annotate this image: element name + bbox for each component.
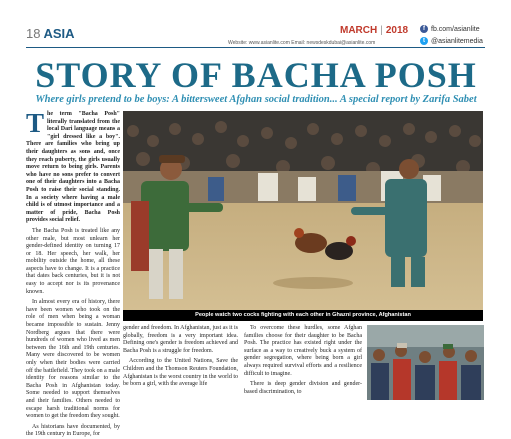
article-paragraph: To overcome these hurdles, some Afghan families choose for their daughter to be Bacha Posh. The practice has existed right under the surface as a way to creatively buck a system of gender segregation, where being born a girl always required survival efforts and a resilience difficult to imagine. xyxy=(244,325,362,377)
social-link-facebook[interactable] xyxy=(420,24,483,36)
photo-caption: People watch two cocks fighting with each other in Ghazni province, Afghanistan xyxy=(123,310,483,321)
section-name: ASIA xyxy=(43,26,75,41)
issue-month: MARCH xyxy=(340,25,378,36)
drop-cap: T xyxy=(26,108,45,138)
social-links xyxy=(420,24,483,48)
article-paragraph: gender and freedom. In Afghanistan, just as it is globally, freedom is a very important idea. Defining one's gender is freedom achieved and Bacha Posh is a struggle for freedom. xyxy=(123,325,238,354)
headline: STORY OF BACHA POSH xyxy=(35,55,477,95)
article-paragraph: In almost every era of history, there have been women who took on the role of men when being a woman became impossible to sustain. Jenny Nordberg argues that there were hundreds of women who lived as men between the 16th and 19th centuries. Many were discovered to be women only when their bodies were carried off the battlefield. They took on a male identity for reasons similar to the Bacha Posh in Afghanistan today. Some needed to support themselves and their families. Others needed to escape harsh traditional norms for women to get the freedom they sought. xyxy=(26,299,120,420)
twitter-handle: @asianlitemedia xyxy=(431,38,483,45)
article-paragraph: According to the United Nations, Save the Children and the Thomson Reuters Foundation, Afghanistan is the worst country in the world to be born a girl, with the average life xyxy=(123,358,238,388)
article-paragraph: The Bacha Posh is treated like any other male, but most unlearn her gender-defined identity on turning 17 or 18. Her speech, her walk, her mobility outside the home, all these aspects have to change. It is a practice that dates back centuries, but it is not easy to accept nor is its provenance known. xyxy=(26,227,120,295)
article-paragraph: There is deep gender division and gender-based discrimination, to xyxy=(244,381,362,395)
article-column-left xyxy=(26,108,120,438)
article-column-middle xyxy=(123,325,238,400)
issue-date xyxy=(340,25,408,36)
lead-text: he term "Bacha Posh" literally translated from the local Dari language means a "girl dressed like a boy". There are families who bring up their daughters as sons and, once they reach puberty, the girls usually move return to being girls. Parents who have no sons prefer to convert one of their daughters into a Bacha Posh to raise their social standing. In a society where having a male child is of utmost importance and a matter of pride, Bacha Posh provides social relief. xyxy=(26,111,120,224)
main-photo-cockfight xyxy=(123,111,483,310)
twitter-icon: t xyxy=(420,37,428,45)
article-lead xyxy=(26,108,120,225)
page-number: 18 xyxy=(26,26,41,41)
subheadline: Where girls pretend to be boys: A bittersweet Afghan social tradition... A special report by Zarifa Sabet xyxy=(35,94,477,105)
facebook-icon: f xyxy=(420,25,428,33)
contact-line: Website: www.asianlite.com Email: newsdeskdubai@asianlite.com xyxy=(228,40,376,46)
secondary-photo-crowd xyxy=(367,325,484,400)
facebook-handle: fb.com/asianlite xyxy=(431,26,480,33)
article-column-right xyxy=(244,325,362,400)
page-section-label xyxy=(26,26,75,41)
header-rule xyxy=(26,47,485,48)
date-separator: | xyxy=(380,25,383,36)
article-paragraph: As historians have documented, by the 19th century in Europe, for xyxy=(26,423,120,438)
issue-year: 2018 xyxy=(385,25,409,36)
